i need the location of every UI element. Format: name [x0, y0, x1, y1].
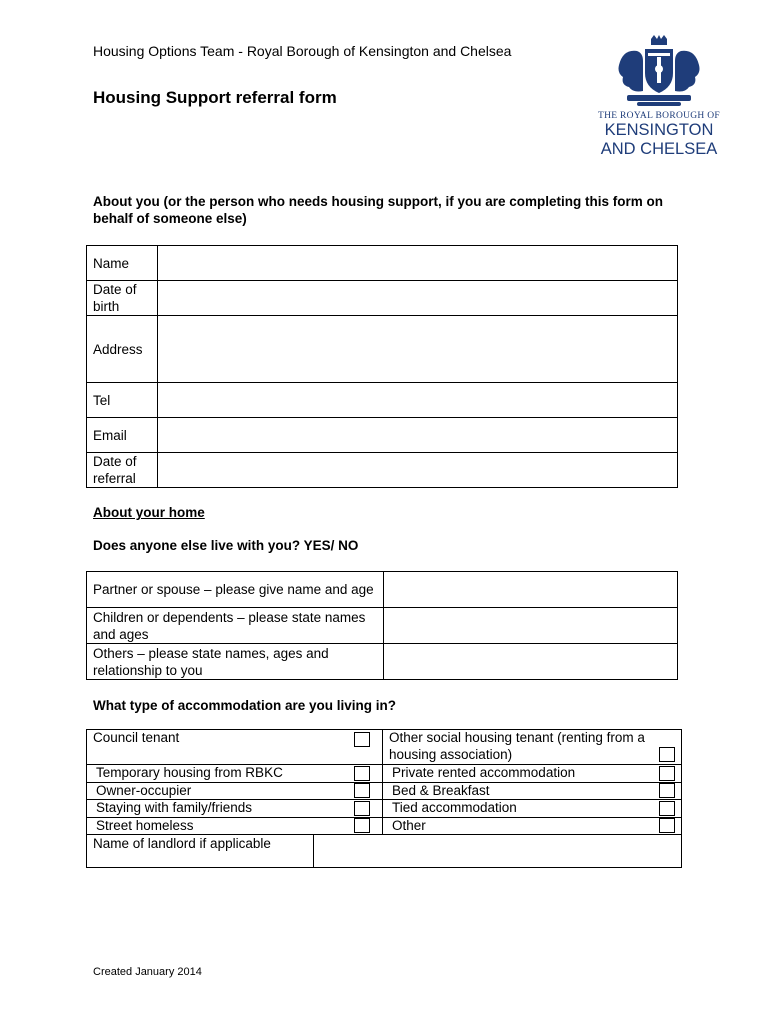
table-row [87, 453, 678, 488]
field-label-email: Email [87, 418, 158, 453]
list-item [383, 817, 682, 834]
table-row [87, 572, 678, 608]
list-item [383, 730, 682, 765]
accommodation-table [86, 729, 682, 834]
option-label-staying-with-family: Staying with family/friends [96, 800, 253, 815]
checkbox-bed-and-breakfast[interactable] [659, 783, 675, 798]
checkbox-council-tenant[interactable] [354, 732, 370, 747]
option-label-other: Other [392, 817, 426, 833]
table-row [87, 782, 682, 800]
checkbox-other[interactable] [659, 818, 675, 833]
list-item [87, 817, 383, 834]
table-row [87, 817, 682, 834]
field-label-referral-date: Date of referral [87, 453, 158, 488]
list-item [383, 765, 682, 783]
field-label-dob: Date of birth [87, 281, 158, 316]
table-row [87, 644, 678, 680]
option-label-council-tenant: Council tenant [93, 730, 180, 745]
household-label-children: Children or dependents – please state names and ages [87, 608, 384, 644]
table-row [87, 730, 682, 765]
list-item [87, 765, 383, 783]
option-label-private-rented: Private rented accommodation [392, 765, 576, 780]
option-label-other-social-housing: Other social housing tenant (renting from a housing association) [389, 730, 645, 762]
table-row [87, 765, 682, 783]
name-field[interactable] [158, 246, 678, 281]
table-row [87, 316, 678, 383]
header-team-line: Housing Options Team - Royal Borough of Kensington and Chelsea [93, 43, 512, 59]
landlord-label: Name of landlord if applicable [93, 836, 271, 851]
field-label-tel: Tel [87, 383, 158, 418]
option-label-owner-occupier: Owner-occupier [96, 782, 192, 798]
household-label-others: Others – please state names, ages and relationship to you [87, 644, 384, 680]
option-label-temporary-housing: Temporary housing from RBKC [96, 765, 283, 780]
list-item [87, 730, 383, 765]
about-home-heading: About your home [93, 505, 205, 520]
logo-line-1: THE ROYAL BOROUGH OF [597, 111, 721, 121]
checkbox-temporary-housing[interactable] [354, 766, 370, 781]
email-field[interactable] [158, 418, 678, 453]
list-item [383, 782, 682, 800]
checkbox-owner-occupier[interactable] [354, 783, 370, 798]
others-field[interactable] [384, 644, 678, 680]
table-row [87, 383, 678, 418]
option-label-bed-and-breakfast: Bed & Breakfast [392, 782, 490, 798]
table-row [87, 418, 678, 453]
accommodation-question: What type of accommodation are you living in? [93, 698, 397, 713]
checkbox-other-social-housing[interactable] [659, 747, 675, 762]
table-row [87, 800, 682, 818]
landlord-row [86, 834, 682, 868]
about-you-heading: About you (or the person who needs housing support, if you are completing this form on behalf of someone else) [93, 194, 664, 226]
lives-with-question: Does anyone else live with you? YES/ NO [93, 538, 359, 553]
date-of-birth-field[interactable] [158, 281, 678, 316]
field-label-name: Name [87, 246, 158, 281]
list-item [87, 800, 383, 818]
table-row [87, 281, 678, 316]
table-row [87, 246, 678, 281]
council-logo [592, 35, 726, 159]
logo-line-3: AND CHELSEA [600, 140, 718, 158]
checkbox-staying-with-family[interactable] [354, 801, 370, 816]
page-title: Housing Support referral form [93, 88, 337, 107]
list-item [383, 800, 682, 818]
household-label-partner: Partner or spouse – please give name and age [87, 572, 384, 608]
address-field[interactable] [158, 316, 678, 383]
option-label-tied-accommodation: Tied accommodation [392, 800, 517, 815]
coat-of-arms-icon [613, 35, 705, 109]
landlord-divider [313, 835, 314, 867]
checkbox-tied-accommodation[interactable] [659, 801, 675, 816]
list-item [87, 782, 383, 800]
landlord-name-field[interactable] [315, 835, 681, 867]
table-row [87, 608, 678, 644]
referral-date-field[interactable] [158, 453, 678, 488]
option-label-street-homeless: Street homeless [96, 817, 194, 833]
logo-line-2: KENSINGTON [604, 121, 714, 139]
partner-field[interactable] [384, 572, 678, 608]
household-table [86, 571, 678, 680]
field-label-address: Address [87, 316, 158, 383]
tel-field[interactable] [158, 383, 678, 418]
about-you-table [86, 245, 678, 488]
children-field[interactable] [384, 608, 678, 644]
checkbox-private-rented[interactable] [659, 766, 675, 781]
created-date: Created January 2014 [93, 966, 202, 978]
checkbox-street-homeless[interactable] [354, 818, 370, 833]
